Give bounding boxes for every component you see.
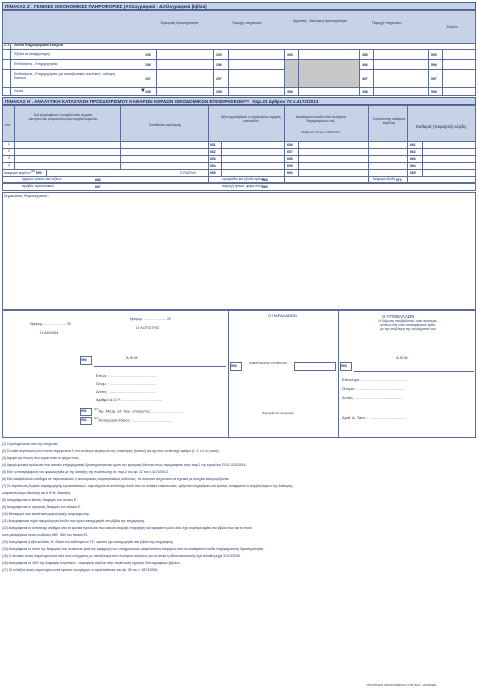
declarant-label: Ο ΔΗΛΩΝ (40, 330, 59, 335)
col-header-total: Σύνολο (446, 25, 458, 29)
sum-total-label: ΣΥΝΟΛΟ (180, 171, 196, 175)
h-row-num: 4 (8, 163, 10, 167)
h-row-num: 1 (8, 142, 10, 146)
submitter-label: Ο ΥΠΟΒΑΛΛΩΝ (382, 314, 415, 319)
acc-field-surname[interactable]: Επών. : .......................................... (96, 373, 158, 378)
code-cell: 195 (145, 53, 151, 57)
code-cell: 654 (210, 164, 216, 168)
footnote: (6) Εάν καταβάλλεται εισόδημα σε περιουσιακούς ή οικονομικούς συγκινησιακούς κίνδυνους, τα ποσοστά ανιχνευτών τα σχετικά με στοιχεία αναγνωρίζονται. (2, 477, 230, 481)
acc-reg-number-label: Αρ. Μητρ. εδ. δοκ. επαγγ/τος : (98, 408, 153, 414)
code-cell: 670 (396, 178, 402, 182)
sub-field-name[interactable]: Όνομα : .......................................... (342, 386, 404, 391)
sub-afm-label: Α.Φ.Μ. (396, 355, 409, 360)
h-row-num: 2 (8, 149, 10, 153)
footnote: (12) Αναγράφεται το αντίστοιχο ισόδημα από τα φυσικά πρόσωπα που ασκούν ατομική επιχείρηση και αφαιρέστε μόνο όταν έχει συμπεριληφθεί στα βιβλία τους και το ποσό (2, 526, 253, 530)
code-cell: 595 (431, 53, 437, 57)
footnote: (17) Οι ενδείξεις αυτές συμπληρώνονται εφόσον συντρέχουν οι προϋποθέσεις του άρ. 38 του ν. 2873/2000. (2, 568, 159, 572)
code-cell: 198 (145, 90, 151, 94)
z-row-label-4: Λοιπά (14, 89, 24, 93)
code-cell: 667 (95, 185, 101, 189)
sup-991: (17) (94, 408, 99, 411)
col-h-contract: Α/Α εργολαβικού ή συμβολαίου αγοράς ακινήτου και ονοματεπώνυμο συμβαλλομένου (28, 113, 98, 121)
extra-label: διάφορα έξοδα (373, 177, 396, 181)
footnote: (16) Αναγράφεται το 40% της διαφοράς λογιστικών - τεκμαρτών κερδών στην περίπτωση τήρησης διπλογραφικών βιβλίων. (2, 561, 181, 565)
sub-field-id[interactable]: Αριθ. Δ. Ταυτ. : ................................ (342, 415, 405, 420)
z-row-label-3: Επιδοτήσεις - Επιχορηγήσεις για αποσβεστικές συνολικές - κάλυψη δανείων (14, 72, 115, 80)
sub-field-surname[interactable]: Επώνυμο : ........................................ (342, 377, 407, 382)
acc-field-doy[interactable]: Αριθμό Δ.Ο.Υ. : .................................. (96, 397, 162, 402)
code-cell: 298 (216, 90, 222, 94)
footnote: (9) Αναγράφονται οι αρνητικές διαφορές του πίνακα Ε΄. (2, 505, 83, 509)
code-cell: 660 (287, 171, 293, 175)
code-cell: 597 (431, 77, 437, 81)
table-h-title-text: ΠΙΝΑΚΑΣ Η΄. ΑΝΑΛΥΤΙΚΗ ΚΑΤΑΣΤΑΣΗ ΠΡΟΣΔΙΟΡΙΣΜΟΥ ΚΑΘΑΡΩΝ ΚΕΡΔΩΝ ΟΙΚΟΔΟΜΙΚΩΝ ΕΠΙΧΕΙΡΗΣΕΩΝ (5, 98, 244, 104)
code-cell: 994 (341, 364, 347, 368)
acc-license-category-label: Κατηγορία άδειας : (98, 417, 132, 423)
code-cell: 395 (287, 53, 293, 57)
footnote: (4) Αφορά φυσικά πρόσωπα που ασκούν επιχειρηματική δραστηριότητα και έχουν την εμπορική ιδιότητα όπως περιγράφεται στην παρ.1 της εγκυκλίου ΠΟΛ.1120/2014. (2, 463, 247, 467)
code-cell: 661 (410, 143, 416, 147)
code-cell: 596 (431, 63, 437, 67)
code-cell: 665 (410, 171, 416, 175)
col-aa: α/α (5, 123, 10, 127)
section-z3-title: Λοιπά Πληροφοριακά Στοιχεία (14, 43, 63, 47)
code-cell: 663 (410, 157, 416, 161)
sum-left-sup: (16) (30, 170, 36, 173)
receiver-label: Ο ΠΑΡΑΛΑΒΩΝ (268, 313, 297, 318)
acc-field-name[interactable]: Όνομ. : .......................................... (96, 381, 157, 386)
code-cell: 668 (262, 178, 268, 182)
page-footer: ΥΠΟΥΡΓΕΙΟ ΟΙΚΟΝΟΜΙΚΩΝ ΓΓΠΣ ΔΟΥ - ΔΙΠΑΣΕΝ (366, 683, 437, 687)
col-h-revenue: Ακαθάριστα έσοδα από πωλήσεις διαμερισμάτων κτλ. (295, 115, 347, 123)
code-cell: 657 (287, 150, 293, 154)
code-cell: 651 (210, 143, 216, 147)
h-row-num: 3 (8, 156, 10, 160)
sum-left-text: Διαφορά κερδών (4, 171, 31, 176)
code-cell: 666 (95, 178, 101, 182)
submitter-note-2: σώπως είτε από αποταμίευτικό τρίτο, (380, 323, 436, 327)
z-input-col1-row1[interactable] (157, 50, 212, 59)
sub-afm-boxes[interactable] (354, 367, 474, 372)
code-cell: 990 (81, 358, 87, 362)
code-cell: 197 (145, 77, 151, 81)
extra-label: παροχή τρίτων, φόρα πόλη (222, 184, 263, 188)
z-row-label-1: Έξοδα σε Διαφήμιση(ες) (14, 52, 51, 56)
code-cell: 993 (231, 364, 237, 368)
accountant-label: Ο ΛΟΓΙΣΤΗΣ (136, 325, 160, 330)
footnote: (11) Αναγράφονται τυχόν αφορολόγητα έσοδα που έχουν καταχωρηθεί στα βιβλία της επιχείρησης. (2, 519, 146, 523)
code-cell: 991 (81, 409, 87, 413)
extra-label: αμοιβές προσωπικού (22, 184, 54, 188)
code-cell: 652 (210, 150, 216, 154)
footnote: (14) Αναγράφεται το ποσό της διαφοράς που ανακύπτει μετά την εφαρμογή των υποχρεωτικών ασφαλιστικών εισφορών από τα ακαθάριστα έσοδα επιχειρηματικής δραστηριότητας. (2, 547, 265, 551)
afm-label: Α.Φ.Μ. (126, 355, 139, 360)
code-cell: 658 (287, 157, 293, 161)
code-cell: 296 (216, 63, 222, 67)
col-h-value: Αξία εργολαβικού ή συμβολαίου αγοράς οικοπέδου (221, 115, 281, 123)
z-row-4-arrow-icon: ▼ (140, 88, 146, 94)
submitter-note-1: Η δήλωση υποβάλλεται, όταν αυτοπρο- (378, 319, 438, 323)
footnote: (15) Ο πίνακας αυτός συμπληρώνεται από τους υπόχρεους με αποτέλεσμα από πωλήσεις ακινήτων για τα οποία η άδεια κατασκευής έχει εκδοθεί μέχρι 31/12/2005. (2, 554, 241, 558)
code-cell: 992 (81, 418, 87, 422)
table-z-title (2, 2, 476, 10)
extra-label: ημερών ολικών και τοξέων (22, 177, 62, 181)
footnote: ονοματεπώνυμο-ιδιοκτήτη και Α.Φ.Μ. ιδιοκτήτη. (2, 491, 72, 495)
submitter-note-3: με την επίβλεψη της τουλάχιστον του (380, 327, 436, 331)
code-cell: 196 (145, 63, 151, 67)
date-received-input[interactable] (294, 362, 336, 371)
code-cell: 398 (287, 90, 293, 94)
code-cell: 598 (431, 90, 437, 94)
footnote: (10) Μεταφορά από κατάσταση φορολογικής αναμόρφωσης. (2, 512, 90, 516)
col-header-agricultural: Αγροτική - Βιολογική δραστηριότητα (293, 19, 347, 23)
accountant-date: Ημερομ. ........................ 20 (130, 317, 171, 321)
code-cell: 656 (287, 143, 293, 147)
footnote: (7) Σε περίπτωση δωρεάν παραχώρησης εγκαταστάσεων, συμπληρώνετε αντίστοιχο ποσό από το πλαίσιο επικοινωνίας, ορίζονται επιχειρήσεις και τρόπος, αναφέρεται το συμβαλλόμενο της διοίκησης. (2, 484, 294, 488)
footnote: (5) Εάν η επιστρεφόμενη του φορολογητέα με της διάταξης της περίπτωσης ατ. παρ.2 του άρ. 12 του ν.4172/2013. (2, 470, 169, 474)
col-h-rate: Συντελεστής καθαρού κέρδους (372, 117, 406, 125)
section-z3-label: Ζ΄3 (4, 43, 10, 47)
z-row-label-2: Επιδοτήσεις - Επιχορηγήσεις (14, 62, 58, 66)
notes-box[interactable] (2, 192, 476, 310)
code-cell: 495 (362, 53, 368, 57)
code-cell: 295 (216, 53, 222, 57)
acc-reg-number[interactable]: $^{(17)}$Αρ. Μητρ. εδ. δοκ. επαγγ/τος : ........................... (94, 408, 184, 414)
code-cell: 669 (262, 185, 268, 189)
col-h-profit: Καθαρά (τεκμαρτά) κέρδη (416, 124, 466, 129)
notes-label: Σημειώσεις Φοροτεχνικού : (4, 194, 50, 198)
table-h-title (2, 97, 476, 105)
acc-license-category[interactable]: $^{(17)}$Κατηγορία άδειας : ................................... (94, 417, 172, 423)
col-h-note: (Άρθρα 34, 34 παρ. 1 ΚΦΕ ΠΟΛ.) (301, 131, 341, 134)
code-cell: 664 (410, 164, 416, 168)
code-cell: 650 (36, 171, 42, 175)
col-header-services: Παροχή υπηρεσιών (232, 21, 262, 25)
code-cell: 498 (362, 90, 368, 94)
stamp-note: (Σφραγίδα και υπογραφή) (262, 411, 294, 415)
footnote: (13) Αναγράφεται η αξία κώδικας ΙΧ. Βάσει του εκδιδόμενου Τ.Π. εφόσον έχει καταχωρηθεί στα βιβλία της επιχείρησης. (2, 540, 174, 544)
table-h-title-sup: (15) (243, 99, 250, 103)
extra-label: ωρομίσθιο και εξώδα τρίτων (222, 177, 265, 181)
date-received-label: ΗΜΕΡΟΜΗΝΙΑ ΥΠΟΒΟΛΗΣ (248, 361, 288, 365)
footnote: αυτό μεταφέρεται στους κωδικούς 659 - 660 του πίνακα Ε1. (2, 533, 89, 537)
code-cell: 662 (410, 150, 416, 154)
table-z-header-row (3, 11, 475, 43)
footnote: (3) Αφορά την ένωση που ισχύει κατά το τρέχον έτος. (2, 456, 80, 460)
z-shaded-cell (285, 60, 359, 87)
footnote: (2) Σε κάθε περίπτωση στο έντυπο σημειώνεται Χ στο ανάλογο τετράγωνο της απάντησης (λοιπού) και όχι στον αντίστοιχο αριθμό (1, 2, κ.λ.π.) αυτής. (2, 449, 220, 453)
afm-boxes[interactable] (94, 362, 226, 367)
code-cell: 653 (210, 157, 216, 161)
code-cell: 659 (287, 164, 293, 168)
sum-left-label (4, 171, 35, 175)
table-z-title-text: ΠΙΝΑΚΑΣ Ζ΄. ΓΕΝΙΚΕΣ ΟΙΚΟΝΟΜΙΚΕΣ ΠΛΗΡΟΦΟΡΙΕΣ (Απλογραφικά - Διπλογραφικά βιβλία) (5, 3, 207, 9)
col-header-services-2: Παροχή Υπηρεσιών (372, 21, 402, 25)
declarant-date: Ημερομ. ........................ 20 (30, 322, 71, 326)
acc-field-address[interactable]: Δ/νση : .......................................... (96, 389, 157, 394)
footnote: (8) Αναγράφονται οι θετικές διαφορές του πίνακα Ε΄. (2, 498, 79, 502)
code-cell: 655 (210, 171, 216, 175)
col-h-location: Τοποθεσία οικοδομής (148, 123, 182, 127)
code-cell: 497 (362, 77, 368, 81)
sub-field-address[interactable]: Δ/νση : .......................................... (342, 395, 403, 400)
table-h-subtitle: παρ.23 άρθρου 72 ν.4172/2013 (252, 98, 319, 104)
code-cell: 297 (216, 77, 222, 81)
footnote: (1) Συμπληρώνεται από την υπηρεσία. (2, 442, 59, 446)
col-header-commercial: Εμπορική δραστηριότητα (160, 21, 199, 25)
code-cell: 496 (362, 63, 368, 67)
sup-992: (17) (94, 417, 99, 420)
